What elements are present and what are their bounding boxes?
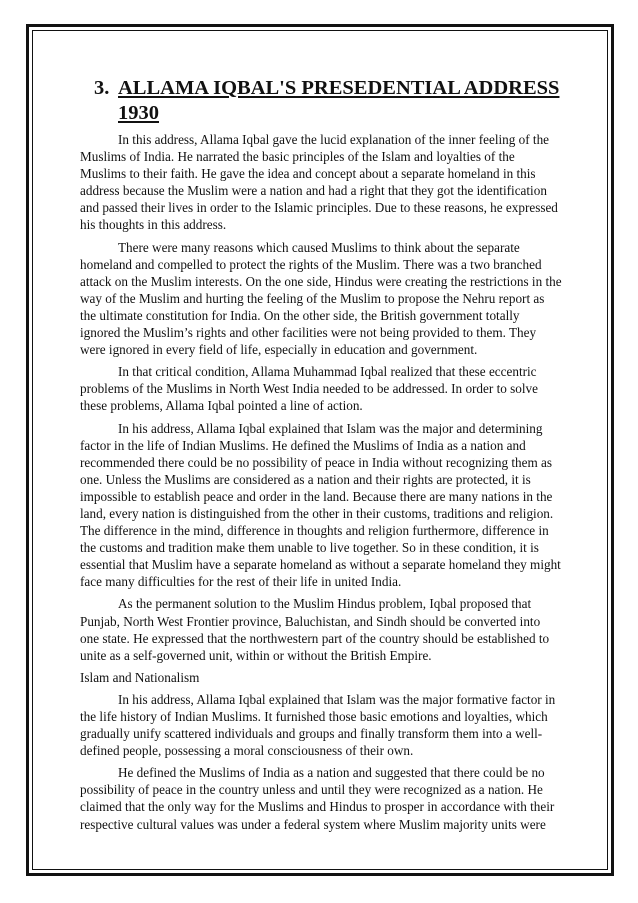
paragraph-6: In his address, Allama Iqbal explained that Islam was the major formative factor in the life history of Indian Muslims. It furnished those basic emotions and loyalties, which gradually unify scattered individuals and groups and finally transform them into a well-defined people, possessing a moral consciousness of their own. xyxy=(80,691,556,759)
document-body xyxy=(80,76,562,838)
section-heading xyxy=(80,76,562,126)
paragraph-5: As the permanent solution to the Muslim Hindus problem, Iqbal proposed that Punjab, North West Frontier province, Baluchistan, and Sindh should be converted into one state. He expressed that the northwestern part of the country should be established to unite as a self-governed unit, within or without the British Empire. xyxy=(80,596,550,663)
paragraph-7: He defined the Muslims of India as a nation and suggested that there could be no possibility of peace in the country unless and until they were recognized as a nation. He claimed that the only way for the Muslims and Hindus to prosper in accordance with their respective cultural values was under a federal system where Muslim majority units were xyxy=(80,765,555,832)
heading-number: 3. xyxy=(94,77,110,99)
paragraph-1: In this address, Allama Iqbal gave the lucid explanation of the inner feeling of the Muslims of India. He narrated the basic principles of the Islam and loyalties of the Muslims to their faith. He gave the idea and concept about a separate homeland in this address because the Muslim were a nation and had a right that they got the identification and passed their lives in order to the Islamic principles. Due to these reasons, he expressed his thoughts in this address. xyxy=(80,132,558,233)
heading-title: ALLAMA IQBAL'S PRESEDENTIAL ADDRESS 1930 xyxy=(118,77,560,124)
subheading: Islam and Nationalism xyxy=(80,669,200,685)
paragraph-2: There were many reasons which caused Muslims to think about the separate homeland and compelled to protect the rights of the Muslim. There was a two branched attack on the Muslim interests. On the one side, Hindus were creating the restrictions in the way of the Muslim and hurting the feeling of the Muslim to propose the Nehru report as the ultimate constitution for India. On the other side, the British government totally ignored the Muslim’s rights and other facilities were not being provided to them. They were ignored in every field of life, especially in education and government. xyxy=(80,239,562,358)
paragraph-4: In his address, Allama Iqbal explained that Islam was the major and determining factor in the life of Indian Muslims. He defined the Muslims of India as a nation and recommended there could be no possibility of peace in India without recognizing them as one. Unless the Muslims are considered as a nation and their rights are protected, it is impossible to establish peace and order in the land. Because there are many nations in the land, every nation is distinguished from the other in their customs, traditions and religion. The difference in the mind, difference in thoughts and religion furthermore, difference in the customs and tradition make them unable to live together. So in these condition, it is essential that Muslim have a separate homeland as without a separate homeland they might face many difficulties for the rest of their life in united India. xyxy=(80,420,561,590)
paragraph-3: In that critical condition, Allama Muhammad Iqbal realized that these eccentric problems of the Muslims in North West India needed to be addressed. In order to solve these problems, Allama Iqbal pointed a line of action. xyxy=(80,364,538,414)
